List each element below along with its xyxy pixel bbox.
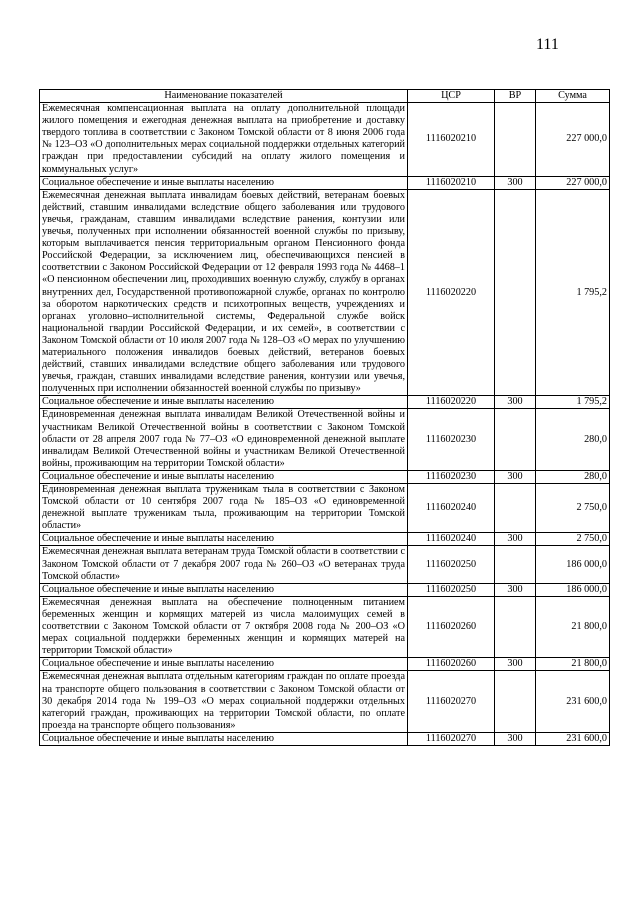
- row-sum: 227 000,0: [536, 176, 610, 189]
- table-row: [40, 658, 610, 671]
- row-name: Социальное обеспечение и иные выплаты населению: [40, 658, 408, 671]
- row-sum: 1 795,2: [536, 396, 610, 409]
- row-csr: 1116020270: [408, 732, 495, 745]
- row-vr: 300: [495, 583, 536, 596]
- table-row: [40, 533, 610, 546]
- row-csr: 1116020250: [408, 546, 495, 583]
- row-vr: [495, 596, 536, 657]
- row-vr: [495, 103, 536, 177]
- table-row: [40, 470, 610, 483]
- row-vr: [495, 484, 536, 533]
- row-sum: 231 600,0: [536, 732, 610, 745]
- row-csr: 1116020270: [408, 671, 495, 732]
- table-row: [40, 596, 610, 657]
- page-number: 111: [536, 36, 559, 53]
- row-csr: 1116020210: [408, 176, 495, 189]
- row-sum: 186 000,0: [536, 583, 610, 596]
- header-sum: Сумма: [536, 90, 610, 103]
- table-row: [40, 732, 610, 745]
- row-csr: 1116020230: [408, 470, 495, 483]
- row-name: Ежемесячная денежная выплата ветеранам труда Томской области в соответствии с Законом Томской области от 7 декабря 2007 года № 260–ОЗ «О ветеранах труда Томской области»: [40, 546, 408, 583]
- row-name: Социальное обеспечение и иные выплаты населению: [40, 396, 408, 409]
- row-name: Ежемесячная денежная выплата отдельным категориям граждан по оплате проезда на транспорте общего пользования в соответствии с Законом Томской области от 30 декабря 2014 года № 199–ОЗ «О мерах социальной поддержки отдельных категорий граждан, проживающих на территории Томской области, по оплате проезда на транспорте общего пользования»: [40, 671, 408, 732]
- table-row: [40, 546, 610, 583]
- row-name: Ежемесячная компенсационная выплата на оплату дополнительной площади жилого помещения и ежегодная денежная выплата на приобретение и доставку твердого топлива в соответствии с Законом Томской области от 8 июня 2006 года № 123–ОЗ «О дополнительных мерах социальной поддержки отдельных категорий граждан при предоставлении субсидий на оплату жилого помещения и коммунальных услуг»: [40, 103, 408, 177]
- table-row: [40, 176, 610, 189]
- row-csr: 1116020210: [408, 103, 495, 177]
- row-vr: 300: [495, 396, 536, 409]
- table-row: [40, 409, 610, 470]
- row-sum: 280,0: [536, 409, 610, 470]
- row-vr: [495, 546, 536, 583]
- row-name: Единовременная денежная выплата труженикам тыла в соответствии с Законом Томской области от 10 сентября 2007 года № 185–ОЗ «О единовременной денежной выплате труженикам тыла, проживающим на территории Томской области»: [40, 484, 408, 533]
- row-csr: 1116020260: [408, 596, 495, 657]
- row-csr: 1116020250: [408, 583, 495, 596]
- row-csr: 1116020230: [408, 409, 495, 470]
- row-vr: 300: [495, 470, 536, 483]
- row-name: Единовременная денежная выплата инвалидам Великой Отечественной войны и участникам Великой Отечественной войны в соответствии с Законом Томской области от 28 апреля 2007 года № 77–ОЗ «О единовременной денежной выплате инвалидам Великой Отечественной войны и участникам Великой Отечественной войны, проживающим на территории Томской области»: [40, 409, 408, 470]
- row-sum: 21 800,0: [536, 658, 610, 671]
- row-sum: 1 795,2: [536, 189, 610, 396]
- row-csr: 1116020240: [408, 533, 495, 546]
- row-csr: 1116020260: [408, 658, 495, 671]
- table-row: [40, 484, 610, 533]
- table-row: [40, 103, 610, 177]
- row-vr: 300: [495, 732, 536, 745]
- row-csr: 1116020220: [408, 396, 495, 409]
- row-vr: [495, 671, 536, 732]
- row-csr: 1116020220: [408, 189, 495, 396]
- row-vr: 300: [495, 533, 536, 546]
- table-row: [40, 671, 610, 732]
- row-sum: 186 000,0: [536, 546, 610, 583]
- row-name: Социальное обеспечение и иные выплаты населению: [40, 470, 408, 483]
- table-row: [40, 189, 610, 396]
- row-sum: 21 800,0: [536, 596, 610, 657]
- row-sum: 231 600,0: [536, 671, 610, 732]
- row-vr: 300: [495, 658, 536, 671]
- row-csr: 1116020240: [408, 484, 495, 533]
- row-name: Ежемесячная денежная выплата на обеспечение полноценным питанием беременных женщин и кормящих матерей из числа малоимущих семей в соответствии с Законом Томской области от 7 октября 2008 года № 200–ОЗ «О мерах социальной поддержки беременных женщин и кормящих матерей на территории Томской области»: [40, 596, 408, 657]
- table-row: [40, 396, 610, 409]
- row-vr: [495, 409, 536, 470]
- row-name: Ежемесячная денежная выплата инвалидам боевых действий, ветеранам боевых действий, ставшим инвалидами вследствие общего заболевания или трудового увечья, гражданам, ставшим инвалидами вследствие ранения, контузии или увечья, полученных при исполнении обязанностей военной службы по призыву, которым выплачивается пенсия территориальным органом Пенсионного фонда Российской Федерации, за исключением лиц, обеспечивающихся пенсией в соответствии с Законом Российской Федерации от 12 февраля 1993 года № 4468–1 «О пенсионном обеспечении лиц, проходивших военную службу, службу в органах внутренних дел, Государственной противопожарной службе, органах по контролю за оборотом наркотических средств и психотропных веществ, учреждениях и органах уголовно–исполнительной системы, Федеральной службе войск национальной гвардии Российской Федерации, и их семей», в соответствии с Законом Томской области от 10 июля 2007 года № 128–ОЗ «О мерах по улучшению материального положения инвалидов боевых действий, ветеранов боевых действий, ставших инвалидами вследствие общего заболевания или трудового увечья, граждан, ставших инвалидами вследствие ранения, контузии или увечья, полученных при исполнении обязанностей военной службы по призыву»: [40, 189, 408, 396]
- row-vr: 300: [495, 176, 536, 189]
- row-name: Социальное обеспечение и иные выплаты населению: [40, 533, 408, 546]
- header-name: Наименование показателей: [40, 90, 408, 103]
- row-sum: 280,0: [536, 470, 610, 483]
- header-csr: ЦСР: [408, 90, 495, 103]
- table-row: [40, 583, 610, 596]
- row-vr: [495, 189, 536, 396]
- row-sum: 2 750,0: [536, 533, 610, 546]
- row-name: Социальное обеспечение и иные выплаты населению: [40, 176, 408, 189]
- row-sum: 2 750,0: [536, 484, 610, 533]
- row-sum: 227 000,0: [536, 103, 610, 177]
- budget-table: [39, 89, 610, 746]
- row-name: Социальное обеспечение и иные выплаты населению: [40, 732, 408, 745]
- table-header-row: [40, 90, 610, 103]
- header-vr: ВР: [495, 90, 536, 103]
- row-name: Социальное обеспечение и иные выплаты населению: [40, 583, 408, 596]
